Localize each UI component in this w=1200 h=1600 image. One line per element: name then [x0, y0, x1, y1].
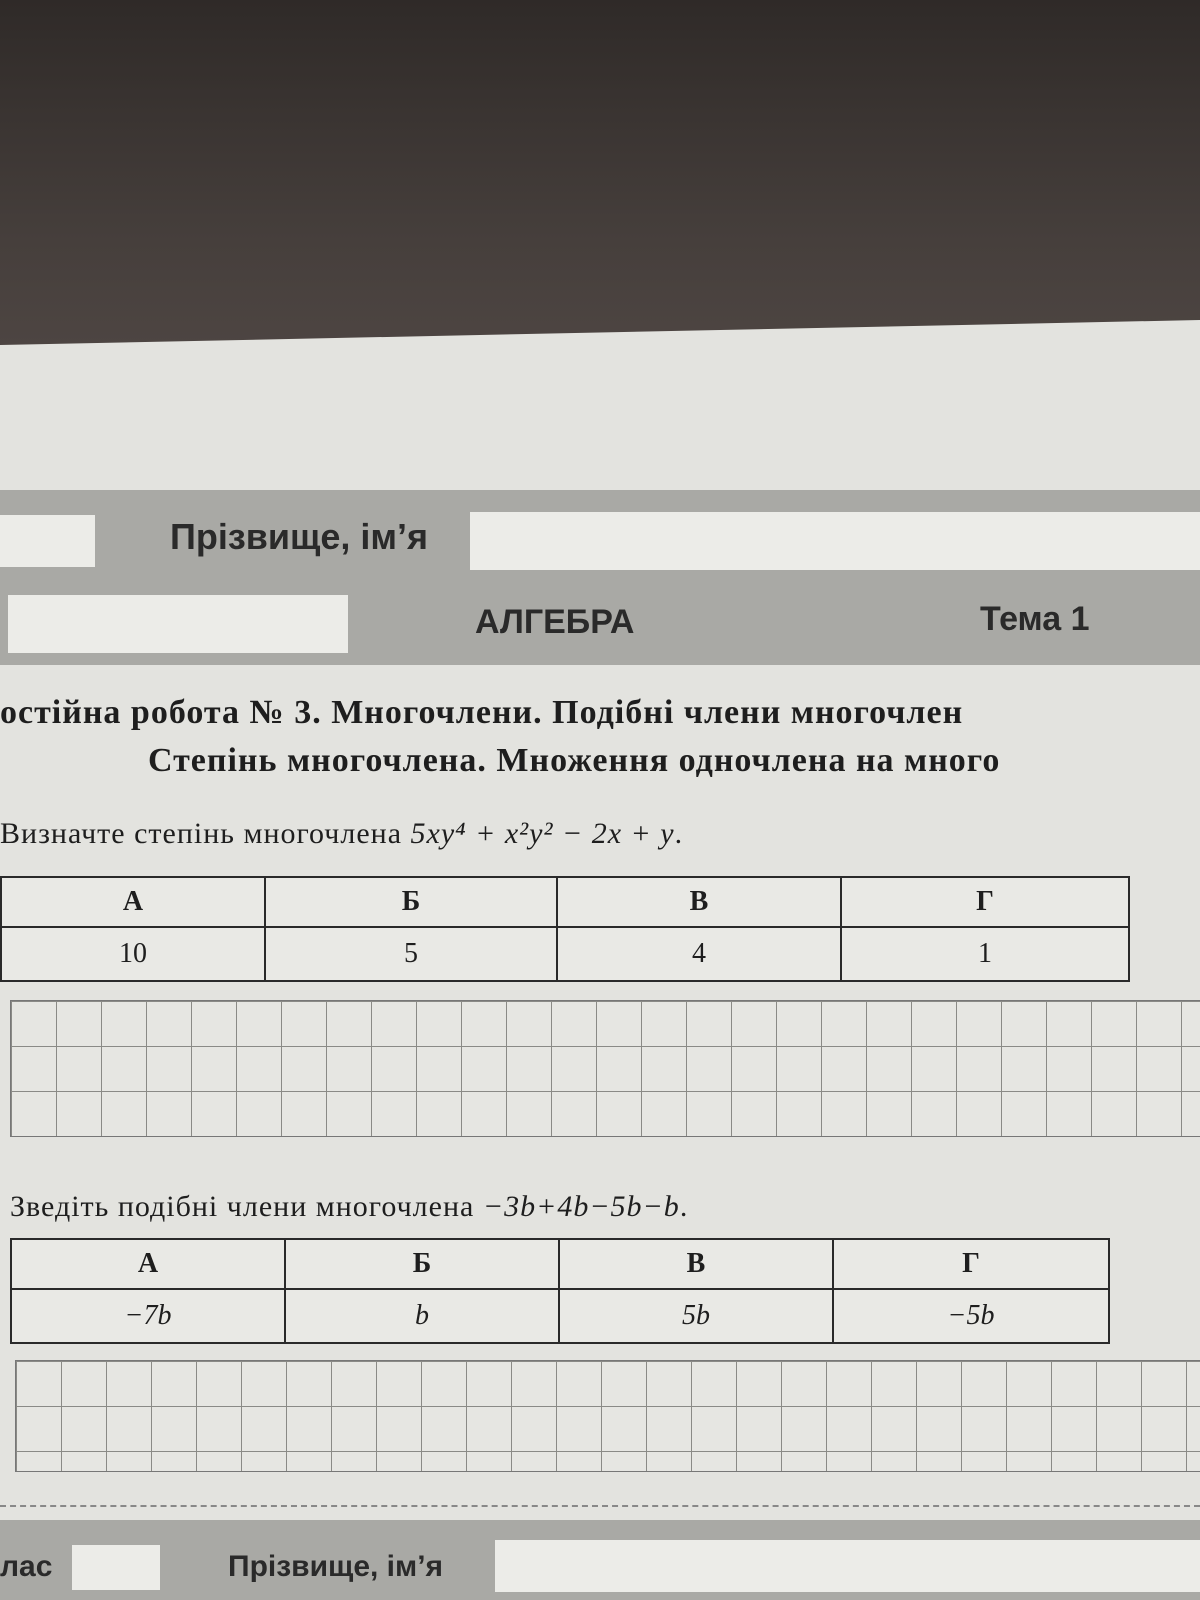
question-2-options-table [10, 1238, 1110, 1344]
option-letter-a: А [11, 1239, 285, 1289]
question-2-expression: −3b+4b−5b−b [482, 1190, 680, 1223]
cut-line [0, 1505, 1200, 1507]
footer-class-label: лас [0, 1550, 53, 1583]
question-2-prompt: Зведіть подібні члени многочлена [10, 1190, 483, 1223]
option-value-a[interactable]: −7b [11, 1289, 285, 1343]
question-1-expression: 5xy⁴ + x²y² − 2x + y [410, 817, 675, 850]
subject-label: АЛГЕБРА [475, 603, 635, 641]
option-value-b[interactable]: b [285, 1289, 559, 1343]
question-1-options-table [0, 876, 1130, 982]
name-label: Прізвище, ім’я [170, 516, 429, 557]
footer-name-label: Прізвище, ім’я [228, 1550, 444, 1583]
score-box [8, 595, 348, 653]
background-surface [0, 0, 1200, 345]
option-value-v[interactable]: 4 [557, 927, 841, 981]
question-1-period: . [674, 817, 684, 850]
topic-label: Тема 1 [980, 600, 1090, 638]
option-letter-g: Г [833, 1239, 1109, 1289]
work-title-line1: остійна робота № 3. Многочлени. Подібні члени многочлен [0, 694, 964, 731]
question-1-text [0, 817, 683, 851]
option-value-g[interactable]: 1 [841, 927, 1129, 981]
work-title-line2: Степінь многочлена. Множення одночлена на много [148, 742, 1001, 779]
footer-name-field[interactable] [495, 1540, 1200, 1592]
option-letter-a: А [1, 877, 265, 927]
footer-class-box[interactable] [72, 1545, 160, 1590]
option-value-b[interactable]: 5 [265, 927, 557, 981]
question-1-work-grid[interactable] [10, 1000, 1200, 1137]
question-2-period: . [679, 1190, 689, 1223]
option-letter-v: В [559, 1239, 833, 1289]
name-field[interactable] [470, 512, 1200, 570]
option-value-a[interactable]: 10 [1, 927, 265, 981]
question-1-prompt: Визначте степінь многочлена [0, 817, 411, 850]
question-2-text [10, 1190, 688, 1224]
option-letter-g: Г [841, 877, 1129, 927]
option-value-v[interactable]: 5b [559, 1289, 833, 1343]
option-letter-b: Б [285, 1239, 559, 1289]
option-value-g[interactable]: −5b [833, 1289, 1109, 1343]
option-letter-b: Б [265, 877, 557, 927]
class-box [0, 515, 95, 567]
question-2-work-grid[interactable] [15, 1360, 1200, 1472]
option-letter-v: В [557, 877, 841, 927]
